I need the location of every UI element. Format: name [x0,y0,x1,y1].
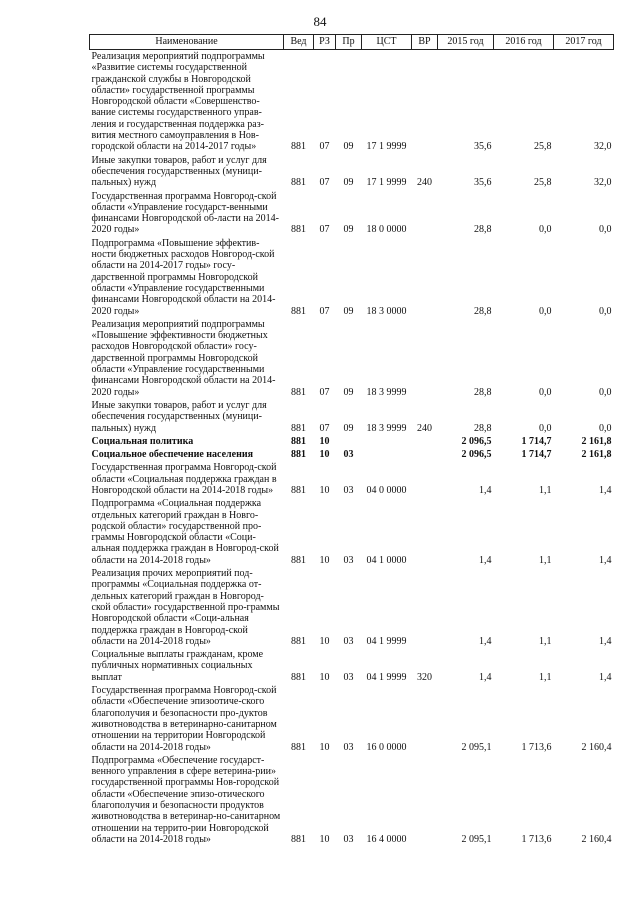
row-rz: 07 [319,386,330,398]
row-name: Социальные выплаты гражданам, кроме публичных нормативных социальных выплат [91,649,264,683]
row-pr: 03 [343,671,354,683]
table-row [90,318,614,399]
row-vr [412,448,438,461]
row-cst: 04 1 9999 [366,635,407,647]
row-pr: 09 [343,141,354,153]
row-vr: 240 [417,422,432,434]
header-2016: 2016 год [494,35,554,50]
row-2016: 1,1 [539,484,552,496]
row-rz: 10 [319,554,330,566]
header-name: Наименование [90,35,284,50]
row-vr: 320 [417,671,432,683]
table-row [90,154,614,190]
row-vr [412,461,438,497]
row-ved: 881 [291,671,306,683]
table-row [90,497,614,567]
row-2017: 0,0 [599,224,612,236]
row-name: Иные закупки товаров, работ и услуг для обеспечения государственных (муници-пальных) нужд [91,399,267,434]
row-2016: 1 714,7 [521,449,552,461]
table-row [90,684,614,754]
header-rz: РЗ [314,35,336,50]
row-ved: 881 [291,449,306,461]
row-cst: 18 3 9999 [366,386,407,398]
row-rz: 07 [319,224,330,236]
row-pr: 03 [343,833,354,845]
header-cst: ЦСТ [362,35,412,50]
row-rz: 10 [319,833,330,845]
row-ved: 881 [291,484,306,496]
row-rz: 07 [319,177,330,189]
row-2015: 1,4 [479,671,492,683]
row-name: Подпрограмма «Социальная поддержка отдельных категорий граждан в Новго-родской области» государственной про-граммы Новгородской области «Соци-альная поддержка граждан в Новгород-ской области на 2014-2018 годы» [91,498,279,566]
row-cst: 18 0 0000 [366,224,407,236]
row-cst: 17 1 9999 [366,141,407,153]
row-pr: 09 [343,224,354,236]
row-2016: 1,1 [539,635,552,647]
row-ved: 881 [291,833,306,845]
row-rz: 07 [319,141,330,153]
row-rz: 10 [319,741,330,753]
row-name: Социальное обеспечение населения [91,449,254,461]
row-2017: 0,0 [599,386,612,398]
row-2017: 0,0 [599,422,612,434]
row-cst: 18 3 0000 [366,305,407,317]
row-2017: 1,4 [599,635,612,647]
row-rz: 10 [319,484,330,496]
row-vr [412,754,438,846]
row-ved: 881 [291,554,306,566]
row-cst: 17 1 9999 [366,177,407,189]
row-vr [412,237,438,318]
table-header-row [90,35,614,50]
row-2015: 1,4 [479,554,492,566]
row-name: Государственная программа Новгород-ской области «Социальная поддержка граждан в Новгородской области на 2014-2018 годы» [91,462,277,496]
row-name: Подпрограмма «Обеспечение государст-венного управления в сфере ветерина-рии» государственной программы Нов-городской области «Обеспечение эпизо-отического благополучия и безопасности продуктов животноводства в ветеринар-но-санитарном отношении на террито-рии Новгородской области на 2014-2018 годы» [91,754,281,845]
row-pr: 03 [343,484,354,496]
row-cst: 16 4 0000 [366,833,407,845]
row-pr: 03 [343,741,354,753]
header-ved: Вед [284,35,314,50]
row-vr [412,50,438,154]
table-row [90,567,614,648]
table-row [90,237,614,318]
row-2016: 25,8 [534,177,552,189]
row-2016: 1,1 [539,671,552,683]
row-2017: 32,0 [594,177,612,189]
row-2016: 1,1 [539,554,552,566]
row-2017: 1,4 [599,554,612,566]
row-name: Социальная политика [91,435,194,447]
row-2015: 28,8 [474,224,492,236]
row-2016: 25,8 [534,141,552,153]
row-cst: 16 0 0000 [366,741,407,753]
row-2016: 0,0 [539,386,552,398]
row-ved: 881 [291,224,306,236]
table-row [90,399,614,435]
table-row [90,448,614,461]
table-row [90,435,614,448]
row-cst [362,448,412,461]
table-body [90,50,614,847]
row-ved: 881 [291,635,306,647]
row-ved: 881 [291,435,306,447]
row-name: Государственная программа Новгород-ской области «Управление государст-венными финансами Новгородской об-ласти на 2014-2020 годы» [91,190,280,236]
row-2016: 1 713,6 [521,741,552,753]
table-row [90,461,614,497]
row-2015: 28,8 [474,305,492,317]
row-2015: 2 095,1 [461,741,492,753]
row-rz: 07 [319,305,330,317]
row-vr [412,684,438,754]
row-name: Реализация мероприятий подпрограммы «Развитие системы государственной гражданской службы в Новгородской области» государственной программы Новгородской области «Совершенство-вание системы государственного управ-ления и государственная поддержка раз-вития местного самоуправления в Нов-городской области на 2014-2017 годы» [91,51,265,153]
row-2016: 0,0 [539,422,552,434]
header-2015: 2015 год [438,35,494,50]
row-2015: 28,8 [474,422,492,434]
row-2017: 2 160,4 [581,833,612,845]
row-ved: 881 [291,141,306,153]
row-name: Реализация прочих мероприятий под-программы «Социальная поддержка от-дельных категорий граждан в Новгород-ской области» государственной про-граммы Новгородской области «Соци-альная поддержка граждан в Новгород-ской области на 2014-2018 годы» [91,568,280,647]
table-row [90,50,614,154]
row-2015: 35,6 [474,141,492,153]
row-ved: 881 [291,741,306,753]
row-2015: 28,8 [474,386,492,398]
row-pr [336,435,362,448]
row-cst: 04 0 0000 [366,484,407,496]
row-name: Реализация мероприятий подпрограммы «Повышение эффективности бюджетных расходов Новгородской области» госу-дарственной программы Новгородской области «Управление государственными финансами Новгородской области на 2014-2020 годы» [91,318,276,398]
page-number: 84 [313,14,327,29]
row-2017: 1,4 [599,671,612,683]
row-vr [412,435,438,448]
row-2016: 1 714,7 [521,435,552,447]
row-2017: 0,0 [599,305,612,317]
row-pr: 09 [343,305,354,317]
row-pr: 09 [343,422,354,434]
table-row [90,754,614,846]
row-2017: 2 161,8 [581,449,612,461]
row-pr: 03 [343,449,354,461]
row-rz: 07 [319,422,330,434]
row-name: Государственная программа Новгород-ской области «Обеспечение эпизоотиче-ского благополучия и безопасности про-дуктов животноводства в ветеринарно-санитарном отношении на территории Новгородской области на 2014-2018 годы» [91,685,277,753]
row-rz: 10 [319,635,330,647]
row-cst: 04 1 0000 [366,554,407,566]
header-vr: ВР [412,35,438,50]
row-2017: 32,0 [594,141,612,153]
row-2016: 0,0 [539,305,552,317]
row-rz: 10 [319,435,330,447]
row-ved: 881 [291,305,306,317]
row-2015: 2 096,5 [461,435,492,447]
row-cst: 18 3 9999 [366,422,407,434]
row-pr: 03 [343,635,354,647]
row-2016: 1 713,6 [521,833,552,845]
row-ved: 881 [291,386,306,398]
budget-table [89,34,614,846]
table-row [90,190,614,237]
row-vr [412,318,438,399]
header-2017: 2017 год [554,35,614,50]
row-ved: 881 [291,422,306,434]
row-pr: 09 [343,386,354,398]
row-2017: 2 160,4 [581,741,612,753]
row-vr: 240 [417,177,432,189]
row-name: Подпрограмма «Повышение эффектив-ности бюджетных расходов Новгород-ской области на 2014-2017 годы» госу-дарственной программы Новгородской области «Управление государственными финансами Новгородской области на 2014-2020 годы» [91,237,276,317]
row-rz: 10 [319,671,330,683]
row-cst: 04 1 9999 [366,671,407,683]
row-2017: 2 161,8 [581,435,612,447]
row-cst [362,435,412,448]
header-pr: Пр [336,35,362,50]
table-row [90,648,614,684]
row-vr [412,567,438,648]
row-vr [412,190,438,237]
row-2016: 0,0 [539,224,552,236]
row-ved: 881 [291,177,306,189]
row-vr [412,497,438,567]
row-pr: 09 [343,177,354,189]
row-2015: 35,6 [474,177,492,189]
row-2015: 2 095,1 [461,833,492,845]
row-2015: 2 096,5 [461,449,492,461]
row-2017: 1,4 [599,484,612,496]
row-2015: 1,4 [479,484,492,496]
row-rz: 10 [319,449,330,461]
row-2015: 1,4 [479,635,492,647]
row-name: Иные закупки товаров, работ и услуг для обеспечения государственных (муници-пальных) нужд [91,154,267,189]
row-pr: 03 [343,554,354,566]
